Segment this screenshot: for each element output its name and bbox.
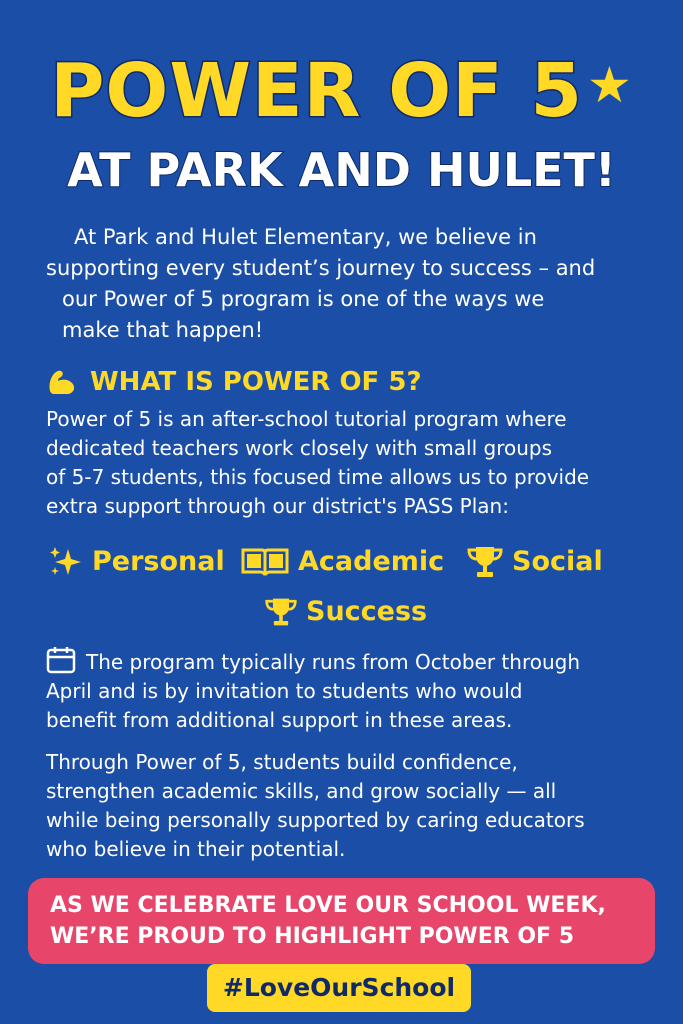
intro-line: make that happen!: [62, 318, 264, 342]
pillar-label: Success: [306, 596, 428, 627]
paragraph-line: April and is by invitation to students who would: [46, 679, 523, 703]
what-is-paragraph: [46, 405, 646, 521]
celebration-banner: [28, 878, 655, 964]
paragraph-line: extra support through our district's PASS Plan:: [46, 494, 509, 518]
paragraph-line: who believe in their potential.: [46, 837, 346, 861]
pillar-social: [466, 542, 603, 582]
trophy-icon: [264, 595, 298, 629]
paragraph-line: [46, 646, 646, 677]
paragraph-line: benefit from additional support in these areas.: [46, 708, 513, 732]
intro-line: our Power of 5 program is one of the ways we: [62, 287, 545, 311]
paragraph-line: dedicated teachers work closely with small groups: [46, 436, 553, 460]
pillar-success: [264, 592, 427, 632]
star-icon: ★: [586, 56, 633, 114]
page-title: [0, 40, 683, 136]
book-icon: [240, 545, 290, 579]
closing-paragraph: [46, 748, 646, 864]
trophy-icon: [466, 544, 504, 580]
pillar-label: Personal: [92, 546, 225, 577]
schedule-line: The program typically runs from October through: [86, 650, 581, 674]
intro-paragraph: [46, 222, 646, 346]
hashtag-badge: #LoveOurSchool: [207, 964, 471, 1012]
banner-line: WE’RE PROUD TO HIGHLIGHT POWER OF 5: [50, 924, 575, 949]
pass-plan-pillars: [0, 538, 683, 638]
calendar-icon: [46, 646, 76, 674]
sparkles-icon: [48, 545, 84, 579]
pillar-label: Academic: [298, 546, 445, 577]
pillar-academic: [240, 542, 444, 582]
intro-line: At Park and Hulet Elementary, we believe in: [74, 225, 537, 249]
flexed-biceps-icon: [46, 367, 80, 397]
intro-line: supporting every student’s journey to success – and: [46, 256, 596, 280]
title-main: POWER OF 5: [50, 48, 583, 134]
section-heading: [46, 362, 646, 402]
paragraph-line: strengthen academic skills, and grow socially — all: [46, 779, 557, 803]
section-heading-text: WHAT IS POWER OF 5?: [90, 367, 422, 397]
page-subtitle: AT PARK AND HULET!: [67, 143, 616, 197]
pillar-personal: [48, 542, 225, 582]
banner-line: AS WE CELEBRATE LOVE OUR SCHOOL WEEK,: [50, 893, 606, 918]
paragraph-line: Power of 5 is an after-school tutorial program where: [46, 407, 567, 431]
paragraph-line: of 5-7 students, this focused time allows us to provide: [46, 465, 590, 489]
schedule-paragraph: [46, 646, 646, 735]
pillar-label: Social: [512, 546, 603, 577]
paragraph-line: while being personally supported by caring educators: [46, 808, 585, 832]
paragraph-line: Through Power of 5, students build confidence,: [46, 750, 518, 774]
